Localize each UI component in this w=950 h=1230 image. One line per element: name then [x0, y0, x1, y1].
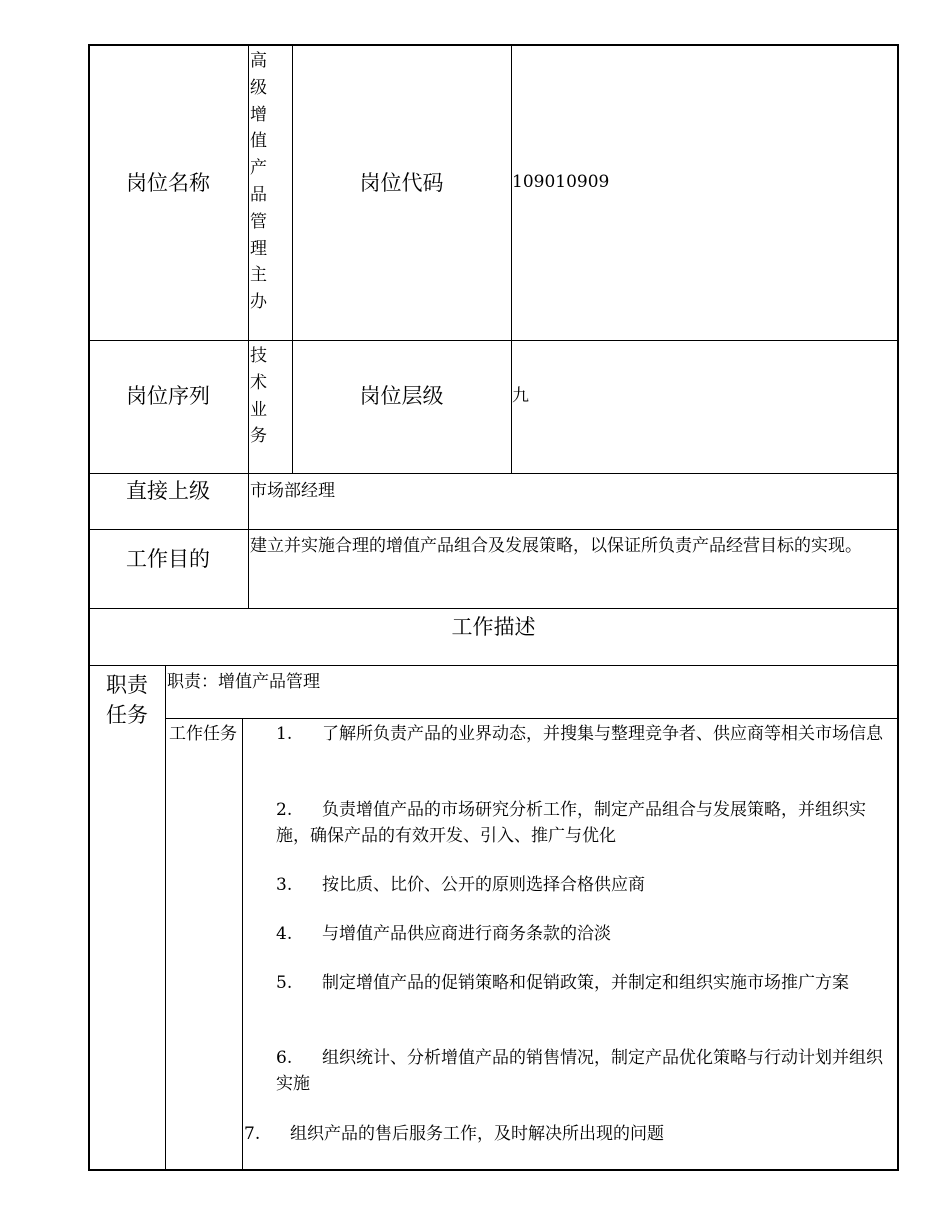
row-divider — [88, 608, 899, 609]
task-number: 5. — [276, 973, 293, 993]
row-divider — [165, 718, 899, 719]
task-number: 7. — [244, 1124, 261, 1144]
description-header: 工作描述 — [451, 615, 536, 639]
task-text: 与增值产品供应商进行商务条款的洽淡 — [322, 924, 611, 944]
position-series-value: 技术业务 — [250, 346, 267, 447]
supervisor-value: 市场部经理 — [250, 481, 335, 501]
row-divider — [88, 473, 899, 474]
task-item — [276, 970, 886, 996]
duties-label: 职责任务 — [106, 673, 148, 727]
position-level-label: 岗位层级 — [359, 384, 444, 408]
position-code-value: 109010909 — [512, 172, 610, 192]
task-text: 组织统计、分析增值产品的销售情况，制定产品优化策略与行动计划并组织实施 — [276, 1048, 883, 1094]
position-name-label: 岗位名称 — [126, 171, 210, 195]
task-item — [276, 872, 886, 898]
task-text: 制定增值产品的促销策略和促销政策，并制定和组织实施市场推广方案 — [322, 973, 849, 993]
task-text: 按比质、比价、公开的原则选择合格供应商 — [322, 875, 645, 895]
task-item — [276, 797, 886, 849]
duty-title: 职责：增值产品管理 — [167, 672, 320, 692]
position-series-label: 岗位序列 — [126, 384, 210, 408]
task-item — [276, 921, 886, 947]
row-divider — [88, 529, 899, 530]
column-divider — [248, 44, 249, 609]
task-item — [276, 1045, 886, 1097]
row-divider — [88, 665, 899, 666]
task-number: 6. — [276, 1048, 293, 1068]
position-code-label: 岗位代码 — [359, 171, 444, 195]
column-divider — [511, 44, 512, 474]
task-number: 3. — [276, 875, 293, 895]
task-number: 4. — [276, 924, 293, 944]
tasks-label: 工作任务 — [169, 724, 237, 744]
purpose-value: 建立并实施合理的增值产品组合及发展策略，以保证所负责产品经营目标的实现。 — [250, 536, 862, 556]
task-text: 组织产品的售后服务工作，及时解决所出现的问题 — [290, 1124, 664, 1144]
task-text: 负责增值产品的市场研究分析工作，制定产品组合与发展策略，并组织实施，确保产品的有效开发、引入、推广与优化 — [276, 800, 866, 846]
column-divider — [242, 718, 243, 1171]
column-divider — [165, 665, 166, 1171]
purpose-label: 工作目的 — [126, 547, 210, 571]
task-text: 了解所负责产品的业界动态，并搜集与整理竞争者、供应商等相关市场信息 — [322, 724, 883, 744]
position-level-value: 九 — [512, 386, 529, 406]
task-number: 1. — [276, 724, 293, 744]
supervisor-label: 直接上级 — [126, 479, 210, 503]
task-number: 2. — [276, 800, 293, 820]
position-name-value: 高级增值产品管理主办 — [250, 51, 267, 313]
row-divider — [88, 340, 899, 341]
task-item — [244, 1121, 884, 1147]
task-item — [276, 721, 886, 747]
